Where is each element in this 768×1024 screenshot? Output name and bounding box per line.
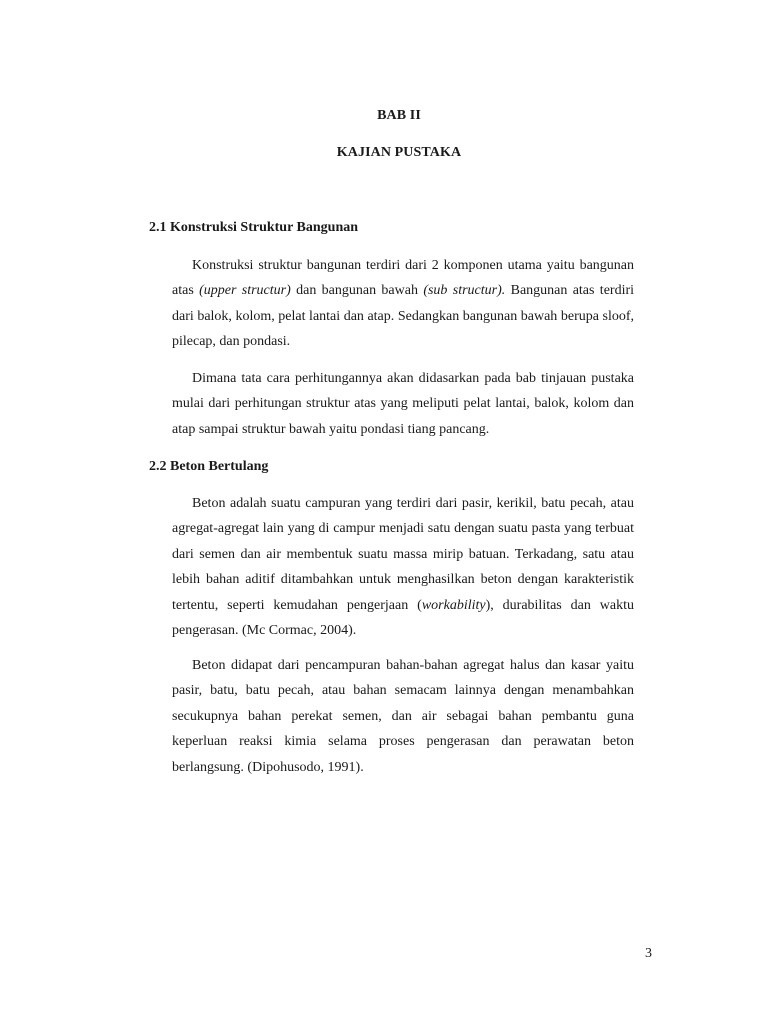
paragraph-text: Bangunan atas terdiri dari balok, kolom, pelat lantai dan atap. Sedangkan bangunan bawah berupa sloof, pilecap, dan pondasi. bbox=[172, 283, 635, 350]
italic-term: workability bbox=[421, 597, 486, 613]
chapter-number: BAB II bbox=[377, 108, 421, 123]
italic-term: (upper structur) bbox=[199, 283, 291, 299]
page-number: 3 bbox=[645, 946, 652, 961]
paragraph-text: dan bangunan bawah bbox=[290, 283, 424, 299]
paragraph-text: ), durabilitas dan waktu pengerasan. (Mc Cormac, 2004). bbox=[172, 597, 634, 639]
paragraph-konstruksi bbox=[172, 253, 634, 355]
paragraph-beton-definisi bbox=[172, 491, 634, 643]
paragraph-text: Dimana tata cara perhitungannya akan didasarkan pada bab tinjauan pustaka mulai dari perhitungan struktur atas yang meliputi pelat lantai, balok, kolom dan atap sampai struktur bawah yaitu pondasi tiang pancang. bbox=[172, 371, 634, 437]
paragraph-beton-campuran bbox=[172, 653, 634, 780]
section-heading-2-1: 2.1 Konstruksi Struktur Bangunan bbox=[149, 220, 359, 235]
paragraph-text: Beton adalah suatu campuran yang terdiri dari pasir, kerikil, batu pecah, atau agregat-agregat lain yang di campur menjadi satu dengan suatu pasta yang terbuat dari semen dan air membentuk suatu massa mirip batuan. Terkadang, satu atau lebih bahan aditif ditambahkan untuk menghasilkan beton dengan karakteristik tertentu, seperti kemudahan pengerjaan ( bbox=[172, 496, 634, 613]
chapter-title: KAJIAN PUSTAKA bbox=[336, 145, 462, 160]
paragraph-text: Beton didapat dari pencampuran bahan-bahan agregat halus dan kasar yaitu pasir, batu, batu pecah, atau bahan semacam lainnya dengan menambahkan secukupnya bahan perekat semen, dan air sebagai bahan pembantu guna keperluan reaksi kimia selama proses pengerasan dan perawatan beton berlangsung. (Dipohusodo, 1991). bbox=[172, 658, 634, 775]
paragraph-text: Konstruksi struktur bangunan terdiri dari 2 komponen utama yaitu bangunan atas bbox=[172, 258, 634, 299]
paragraph-perhitungan bbox=[172, 366, 634, 442]
section-heading-2-2: 2.2 Beton Bertulang bbox=[149, 459, 269, 474]
italic-term: (sub structur). bbox=[423, 283, 506, 299]
